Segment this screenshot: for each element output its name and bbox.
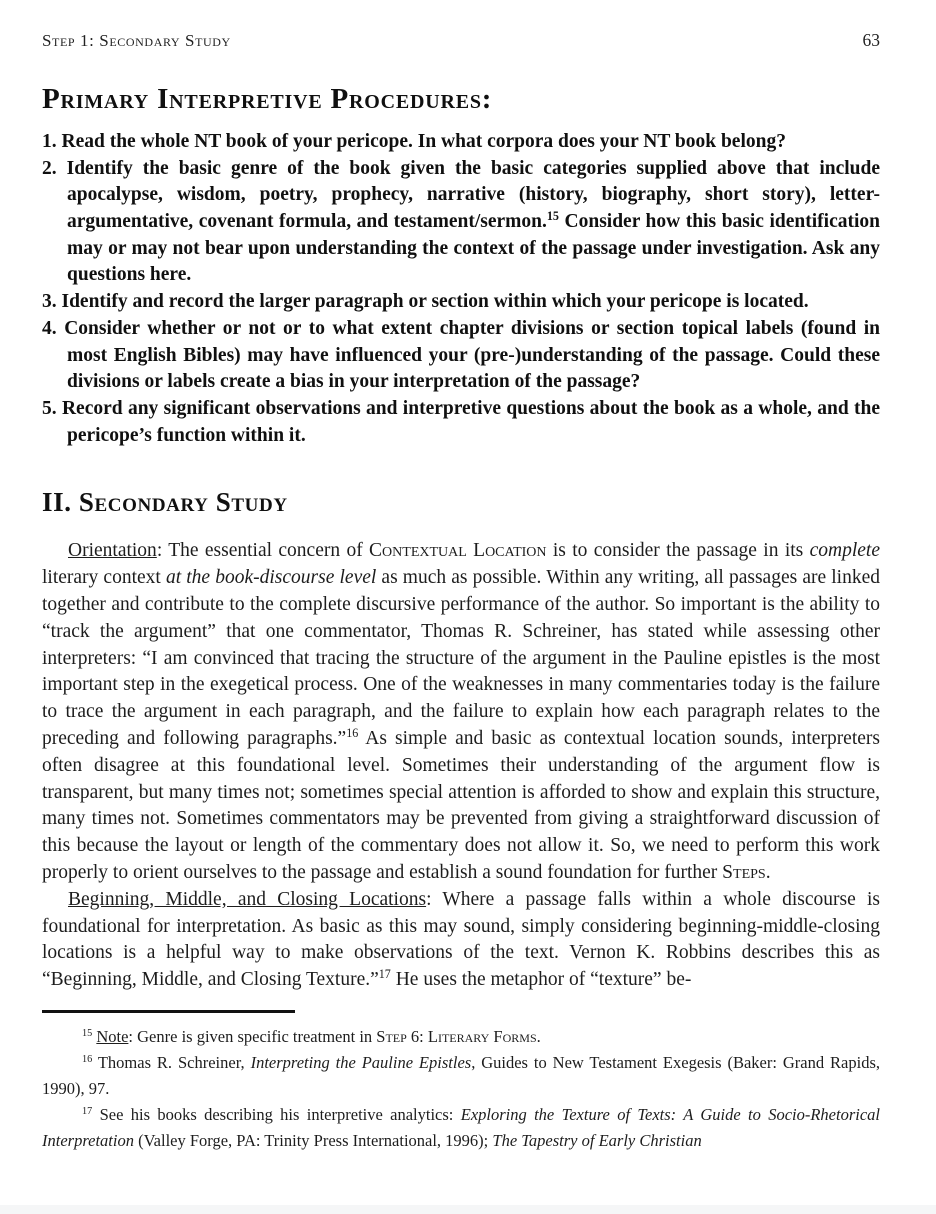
text-segment: complete <box>809 540 880 562</box>
text-segment: See his books describing his interpretive analytics: <box>99 1104 461 1124</box>
text-segment: is to consider the passage in its <box>546 540 810 562</box>
procedure-number: 3. <box>42 291 57 313</box>
procedure-item <box>42 289 880 316</box>
body-paragraph <box>42 538 880 886</box>
footnote-item <box>42 1050 880 1102</box>
footnote-item <box>42 1102 880 1154</box>
page-number: 63 <box>862 30 880 50</box>
text-segment: Contextual Location <box>369 540 547 562</box>
procedure-number: 2. <box>42 157 57 179</box>
text-segment: as much as possible. Within any writing, all passages are linked together and contribute to the complete discursive performance of the author. So important is the ability to “track the argument” that one commentator, Thomas R. Schreiner, has stated while assessing other interpreters: “I am convinced that tracing the structure of the argument in the Pauline epistles is the most important step in the exegetical process. One of the weaknesses in many commentaries today is the failure to trace the argument in each paragraph, and the failure to explain how each paragraph relates to the preceding and following paragraphs.” <box>42 567 880 749</box>
text-segment: . <box>536 1026 541 1046</box>
procedure-number: 5. <box>42 397 57 419</box>
text-segment: : Genre is given specific treatment in <box>128 1026 377 1046</box>
text-segment: at the book-discourse level <box>165 567 377 589</box>
footnote-number: 15 <box>82 1028 93 1040</box>
text-segment: : The essential concern of <box>156 540 370 562</box>
running-header-title: Step 1: Secondary Study <box>42 31 231 50</box>
text-segment: Interpreting the Pauline Epistles <box>250 1052 472 1072</box>
procedure-item <box>42 396 880 449</box>
footnote-marker: 17 <box>378 967 391 982</box>
footnotes <box>42 1024 880 1154</box>
footnote-marker: 15 <box>546 209 559 224</box>
page-bottom-scan-edge <box>0 1205 936 1214</box>
text-segment: Beginning, Middle, and Closing Locations <box>68 888 427 910</box>
text-segment: The Tapestry of Early Christian <box>492 1130 702 1150</box>
text-segment: Consider whether or not or to what extent chapter divisions or section topical labels (found in most English Bibles) may have influenced your (pre-)understanding of the passage. Could these divisions or labels create a bias in your interpretation of the passage? <box>64 317 881 393</box>
text-segment: Step 6: Literary Forms <box>376 1026 537 1046</box>
text-segment: Exploring the Texture of Texts: A Guide to Socio-Rhetorical Interpretation <box>42 1104 880 1150</box>
text-segment: Note <box>96 1026 129 1046</box>
body-text <box>42 538 880 994</box>
body-paragraph <box>42 887 880 994</box>
text-segment: . <box>765 861 771 883</box>
text-segment: He uses the metaphor of “texture” be- <box>390 969 692 991</box>
text-segment: : Where a passage falls within a whole discourse is foundational for interpretation. As basic as this may sound, simply considering beginning-middle-closing locations is a helpful way to make observations of the text. Vernon K. Robbins describes this as “Beginning, Middle, and Closing Texture.” <box>42 888 880 991</box>
secondary-study-heading: II. Secondary Study <box>42 487 288 518</box>
footnote-marker: 16 <box>346 726 359 741</box>
primary-procedures-heading: Primary Interpretive Procedures: <box>42 83 493 115</box>
text-segment: Identify and record the larger paragraph or section within which your pericope is located. <box>61 291 809 313</box>
text-segment: As simple and basic as contextual location sounds, interpreters often disagree at this foundational level. Sometimes their understanding of the argument flow is transparent, but many times not; sometimes special attention is afforded to show and explain this structure, many times not. Sometimes commentators may be prevented from giving a straightforward discussion of this because the layout or length of the commentary does not allow it. So, we need to perform this work properly to orient ourselves to the passage and establish a sound foundation for further <box>42 727 880 883</box>
text-segment: Steps <box>722 861 766 883</box>
procedure-number: 4. <box>42 317 57 339</box>
text-segment: , Guides to New Testament Exegesis (Baker: Grand Rapids, 1990), 97. <box>42 1052 880 1098</box>
text-segment: literary context <box>42 567 166 589</box>
text-segment: Thomas R. Schreiner, <box>97 1052 251 1072</box>
text-segment: Record any significant observations and interpretive questions about the book as a whole, and the pericope’s function within it. <box>61 397 881 446</box>
procedure-item <box>42 156 880 290</box>
text-segment: Orientation <box>68 540 157 562</box>
footnote-separator <box>42 1010 295 1013</box>
text-segment: Read the whole NT book of your pericope. In what corpora does your NT book belong? <box>61 130 786 152</box>
procedure-item <box>42 129 880 156</box>
procedure-item <box>42 316 880 396</box>
text-segment: (Valley Forge, PA: Trinity Press International, 1996); <box>133 1130 493 1150</box>
procedures-list <box>42 129 880 449</box>
procedure-number: 1. <box>42 130 57 152</box>
running-header <box>42 30 880 51</box>
footnote-number: 17 <box>82 1106 93 1118</box>
footnote-number: 16 <box>82 1054 93 1066</box>
footnote-item <box>42 1024 880 1050</box>
text-segment: Consider how this basic identification may or may not bear upon understanding the context of the passage under investigation. Ask any questions here. <box>67 211 881 286</box>
text-segment: Identify the basic genre of the book given the basic categories supplied above that include apocalypse, wisdom, poetry, prophecy, narrative (history, biography, short story), letter-argumentative, covenant formula, and testament/sermon. <box>66 157 881 232</box>
